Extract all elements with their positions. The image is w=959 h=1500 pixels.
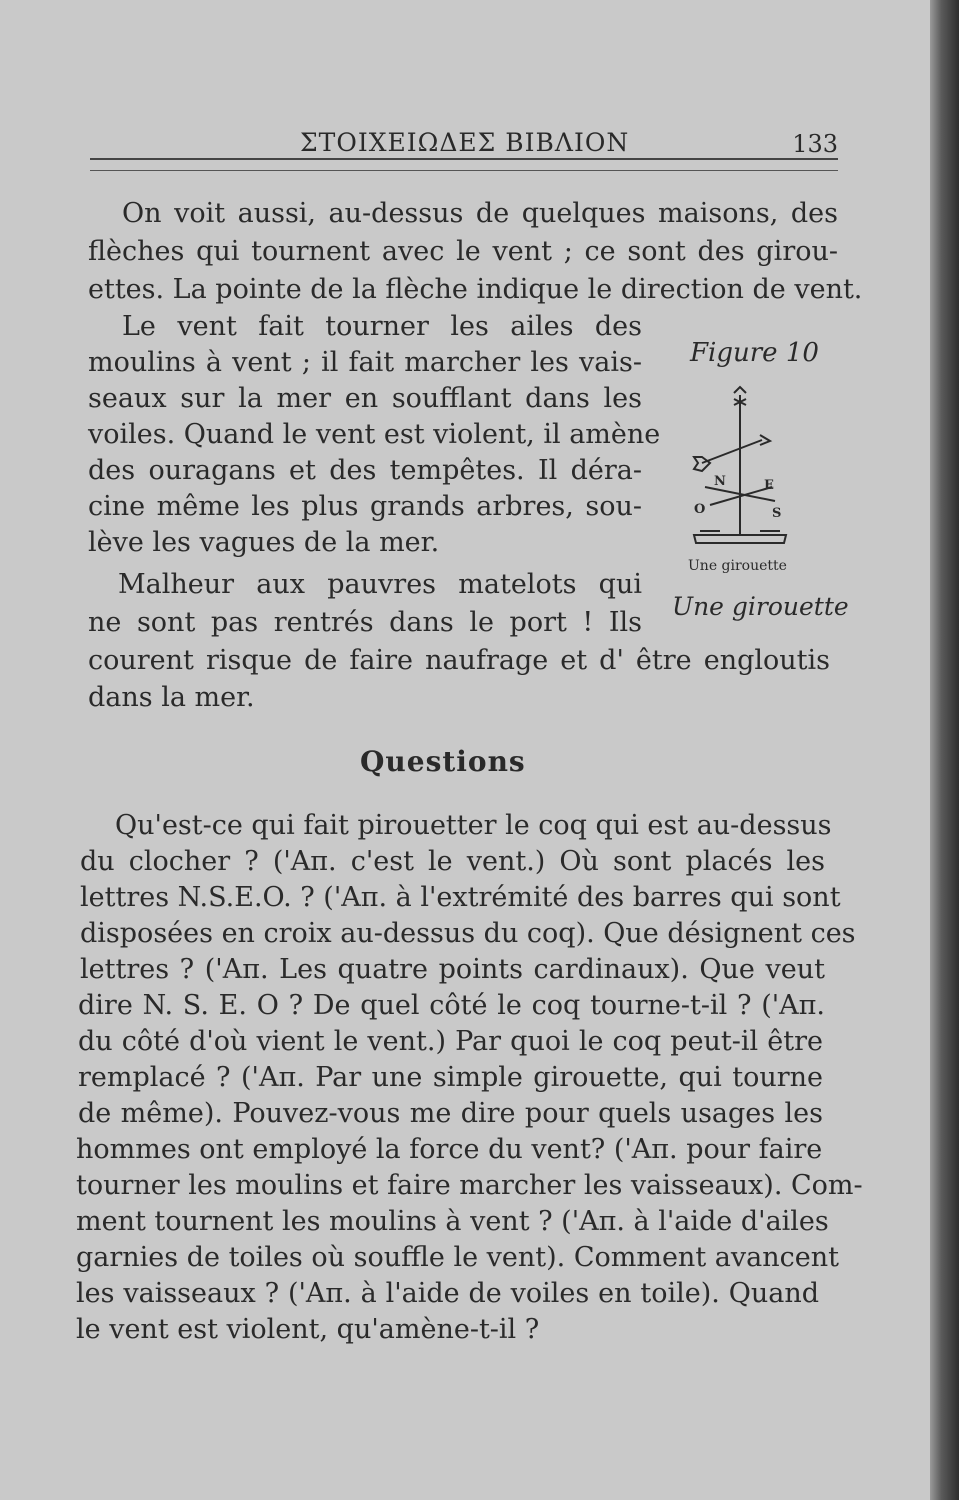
- figure-caption-small: Une girouette: [688, 558, 787, 574]
- question-line: les vaisseaux ? ('Απ. à l'aide de voiles en toile). Quand: [76, 1278, 819, 1309]
- text-line: Malheur aux pauvres matelots qui: [118, 569, 642, 600]
- text-line: ne sont pas rentrés dans le port ! Ils: [88, 607, 642, 638]
- text-line: voiles. Quand le vent est violent, il amène: [88, 419, 661, 450]
- text-line: flèches qui tournent avec le vent ; ce sont des girou-: [88, 236, 838, 267]
- running-title: ΣΤΟΙΧΕΙΩΔΕΣ ΒΙΒΛΙΟΝ: [300, 128, 630, 157]
- weathervane-figure: [680, 385, 800, 560]
- text-line: moulins à vent ; il fait marcher les vais-: [88, 347, 642, 378]
- text-line: cine même les plus grands arbres, sou-: [88, 491, 642, 522]
- weathervane-illustration: [680, 385, 800, 560]
- question-line: Qu'est-ce qui fait pirouetter le coq qui est au-dessus: [115, 810, 832, 841]
- question-line: le vent est violent, qu'amène-t-il ?: [76, 1314, 540, 1345]
- question-line: garnies de toiles où souffle le vent). Comment avancent: [76, 1242, 839, 1273]
- question-line: lettres ? ('Απ. Les quatre points cardinaux). Que veut: [80, 954, 825, 985]
- question-line: du côté d'où vient le vent.) Par quoi le coq peut-il être: [78, 1026, 823, 1057]
- text-line: lève les vagues de la mer.: [88, 527, 440, 558]
- header-rule: [90, 158, 838, 160]
- text-line: Le vent fait tourner les ailes des: [122, 311, 642, 342]
- compass-letter: E: [764, 478, 774, 493]
- page-number: 133: [792, 130, 838, 158]
- compass-letter: S: [772, 506, 782, 521]
- text-line: seaux sur la mer en soufflant dans les: [88, 383, 642, 414]
- compass-letter: O: [694, 502, 706, 517]
- question-line: lettres N.S.E.O. ? ('Απ. à l'extrémité des barres qui sont: [80, 882, 841, 913]
- book-edge: [930, 0, 959, 1500]
- question-line: disposées en croix au-dessus du coq). Que désignent ces: [80, 918, 856, 949]
- compass-letter: N: [714, 474, 726, 489]
- question-line: de même). Pouvez-vous me dire pour quels usages les: [78, 1098, 823, 1129]
- text-line: ettes. La pointe de la flèche indique le direction de vent.: [88, 274, 863, 305]
- text-line: des ouragans et des tempêtes. Il déra-: [88, 455, 642, 486]
- text-line: courent risque de faire naufrage et d' être engloutis: [88, 645, 830, 676]
- figure-label: Figure 10: [690, 338, 819, 368]
- text-line: On voit aussi, au-dessus de quelques maisons, des: [122, 198, 838, 229]
- question-line: hommes ont employé la force du vent? ('Απ. pour faire: [76, 1134, 823, 1165]
- question-line: ment tournent les moulins à vent ? ('Απ. à l'aide d'ailes: [76, 1206, 829, 1237]
- question-line: du clocher ? ('Απ. c'est le vent.) Où sont placés les: [80, 846, 825, 877]
- figure-caption: Une girouette: [672, 592, 849, 621]
- text-line: dans la mer.: [88, 682, 255, 713]
- header-rule-thin: [90, 170, 838, 171]
- question-line: tourner les moulins et faire marcher les vaisseaux). Com-: [76, 1170, 863, 1201]
- question-line: remplacé ? ('Απ. Par une simple girouette, qui tourne: [78, 1062, 823, 1093]
- question-line: dire N. S. E. O ? De quel côté le coq tourne-t-il ? ('Απ.: [78, 990, 825, 1021]
- section-heading: Questions: [360, 745, 526, 778]
